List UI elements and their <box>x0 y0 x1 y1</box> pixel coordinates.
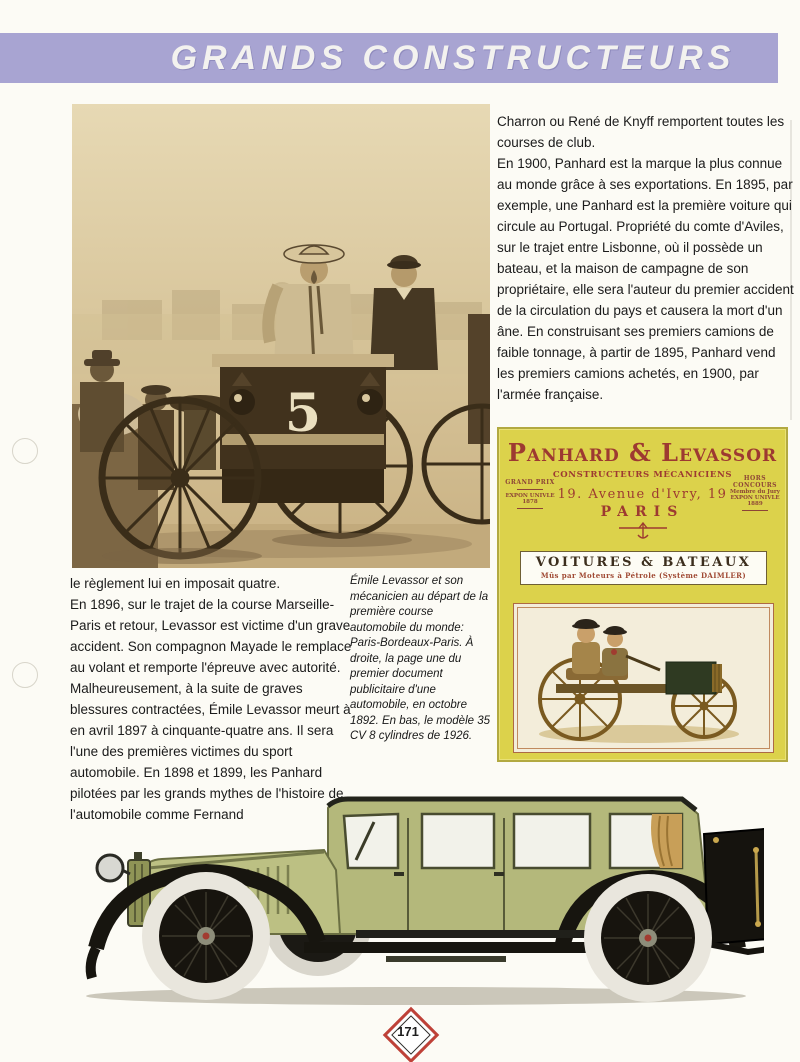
car-wheel <box>102 400 258 556</box>
paragraph: En 1896, sur le trajet de la course Marseille-Paris et retour, Levassor est victime d'un grave accident. Son compagnon Mayade le remplace au volant et remporte l'épreuve avec autorité. Malheureusement, à la suite de graves blessures contractées, Émile Levassor meurt à en avril 1897 à cinquante-quatre ans. Il sera l'une des premières victimes du sport automobile. En 1898 et 1899, les Panhard pilotées par les grands mythes de l'histoire de l'automobile comme Fernand <box>70 597 352 822</box>
panhard-advert <box>497 427 788 762</box>
article-column-right <box>497 111 795 405</box>
badge-line: GRAND PRIX <box>505 479 555 486</box>
badge-line: EXPON UNIVLE 1889 <box>730 495 780 507</box>
historic-photo-illustration <box>72 104 490 568</box>
header-band <box>0 33 778 83</box>
banner-title: VOITURES & BATEAUX <box>535 555 752 570</box>
front-wheel <box>142 872 270 1000</box>
page-number: 171 <box>397 1024 419 1039</box>
rear-wheel <box>584 874 712 1002</box>
advert-address: 19. Avenue d'Ivry, 19 <box>557 487 728 502</box>
paragraph: Charron ou René de Knyff remportent toutes les courses de club. <box>497 114 785 150</box>
panhard-35cv-illustration <box>56 772 764 1012</box>
punch-hole <box>12 662 38 688</box>
advert-illustration-frame <box>513 603 774 753</box>
paragraph: En 1900, Panhard est la marque la plus connue au monde grâce à ses exportations. En 1895, par exemple, une Panhard est la première voiture qui circule au Portugal. Propriété du comte d'Aviles, sur le trajet entre Lisbonne, où il possède un bateau, et la maison de campagne de son propriétaire, elle sera l'auteur du premier accident de la circulation du pays et causera la mort d'un âne. En construisant ses premiers camions de faible tonnage, à partir de 1895, Panhard vend les premiers camions achetés, en 1900, par l'armée française. <box>497 156 794 402</box>
advert-banner <box>520 551 767 585</box>
headlamp <box>97 855 130 881</box>
paragraph: le règlement lui en imposait quatre. <box>70 576 281 591</box>
page-title: GRANDS CONSTRUCTEURS <box>170 39 736 77</box>
banner-subtitle: Mûs par Moteurs à Pétrole (Système DAIMLER) <box>540 571 747 580</box>
advert-city: PARIS <box>600 504 685 520</box>
advert-title: Panhard & Levassor <box>507 438 778 467</box>
advert-subtitle: CONSTRUCTEURS MÉCANICIENS <box>552 470 733 480</box>
advert-right-badge <box>727 475 783 514</box>
badge-line: HORS CONCOURS <box>732 475 778 489</box>
rear-trunk <box>704 828 764 952</box>
badge-divider <box>517 508 543 509</box>
historic-photo <box>72 104 490 568</box>
badge-line: EXPON UNIVLE 1878 <box>505 493 555 505</box>
badge-line: Membre du Jury <box>729 489 781 495</box>
badge-divider <box>517 489 543 490</box>
anchor-ornament-icon <box>615 522 671 542</box>
race-number: 5 <box>284 383 322 444</box>
page-number-badge <box>384 1008 432 1056</box>
badge-divider <box>742 510 768 511</box>
punch-hole <box>12 438 38 464</box>
early-car-illustration <box>514 604 773 752</box>
advert-left-badge <box>502 479 558 512</box>
photo-caption: Émile Levassor et son mécanicien au départ de la première course automobile du monde: Paris-Bordeaux-Paris. À droite, la page une du premier document publicitaire d'une automobile, en octobre 1892. En bas, le modèle 35 CV 8 cylindres de 1926. <box>350 575 491 742</box>
passenger-figures <box>572 619 628 676</box>
